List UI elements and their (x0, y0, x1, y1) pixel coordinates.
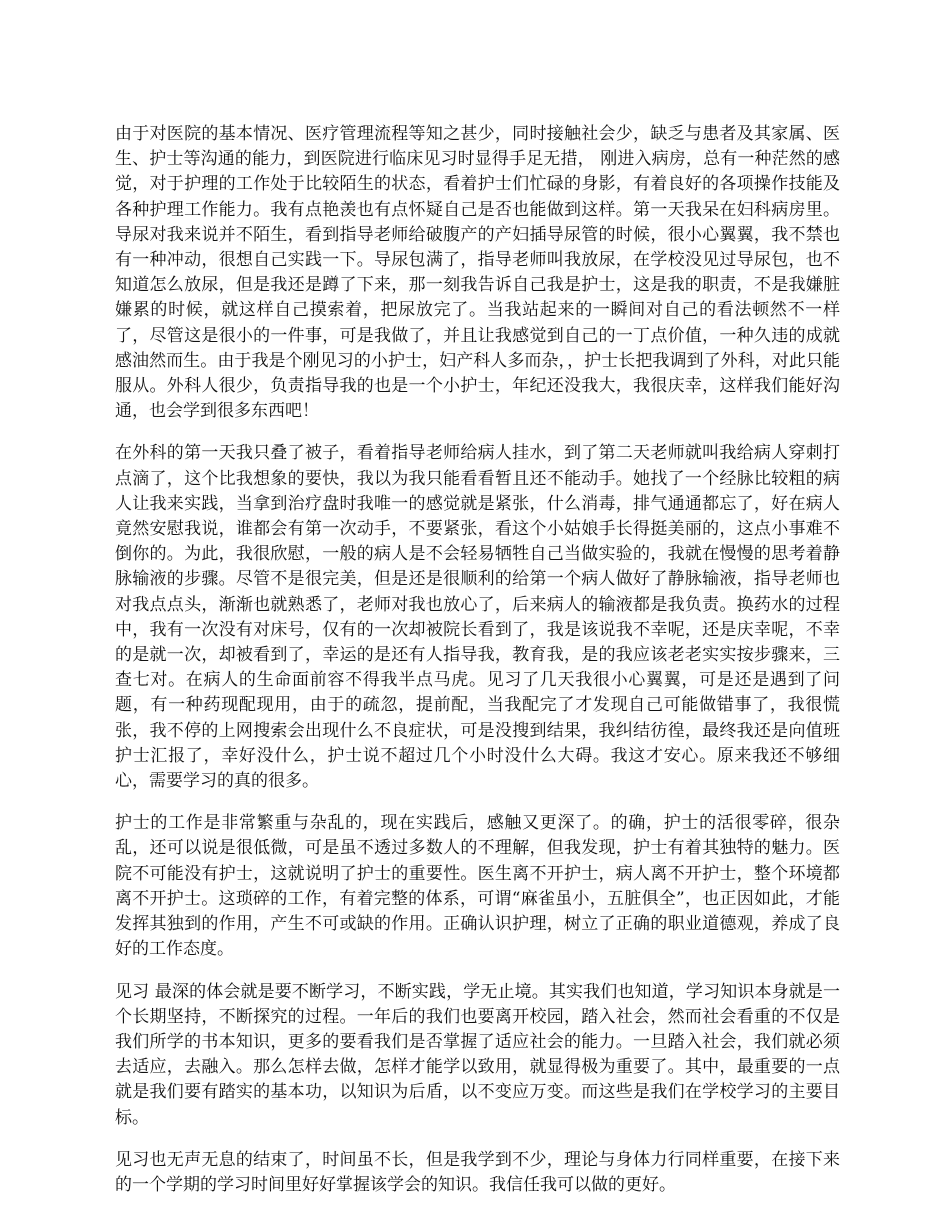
paragraph-3: 护士的工作是非常繁重与杂乱的，现在实践后，感触又更深了。的确，护士的活很零碎，很杂乱，还可以说是很低微，可是虽不透过多数人的不理解，但我发现，护士有着其独特的魅力。医院不可能没有护士，这就说明了护士的重要性。医生离不开护士，病人离不开护士，整个环境都离不开护士。这琐碎的工作，有着完整的体系，可谓“麻雀虽小，五脏俱全”，也正因如此，才能发挥其独到的作用，产生不可或缺的作用。正确认识护理，树立了正确的职业道德观，养成了良好的工作态度。 (115, 813, 840, 960)
document-body (115, 122, 840, 1198)
paragraph-1: 由于对医院的基本情况、医疗管理流程等知之甚少，同时接触社会少，缺乏与患者及其家属、医生、护士等沟通的能力，到医院进行临床见习时显得手足无措， 刚进入病房，总有一种茫然的感觉，对于护理的工作处于比较陌生的状态，看着护士们忙碌的身影，有着良好的各项操作技能及各种护理工作能力。我有点艳羡也有点怀疑自己是否也能做到这样。第一天我呆在妇科病房里。导尿对我来说并不陌生，看到指导老师给破腹产的产妇插导尿管的时候，很小心翼翼，我不禁也有一种冲动，很想自己实践一下。导尿包满了，指导老师叫我放尿，在学校没见过导尿包，也不知道怎么放尿，但是我还是蹲了下来，那一刻我告诉自己我是护士，这是我的职责，不是我嫌脏嫌累的时候，就这样自己摸索着，把尿放完了。当我站起来的一瞬间对自己的看法顿然不一样了，尽管这是很小的一件事，可是我做了，并且让我感觉到自己的一丁点价值，一种久违的成就感油然而生。由于我是个刚见习的小护士，妇产科人多而杂，，护士长把我调到了外科，对此只能服从。外科人很少，负责指导我的也是一个小护士，年纪还没我大，我很庆幸，这样我们能好沟通，也会学到很多东西吧！ (115, 124, 840, 422)
paragraph-2: 在外科的第一天我只叠了被子，看着指导老师给病人挂水，到了第二天老师就叫我给病人穿刺打点滴了，这个比我想象的要快，我以为我只能看看暂且还不能动手。她找了一个经脉比较粗的病人让我来实践，当拿到治疗盘时我唯一的感觉就是紧张，什么消毒，排气通通都忘了，好在病人竟然安慰我说，谁都会有第一次动手，不要紧张，看这个小姑娘手长得挺美丽的，这点小事难不倒你的。为此，我很欣慰，一般的病人是不会轻易牺牲自己当做实验的，我就在慢慢的思考着静脉输液的步骤。尽管不是很完美，但是还是很顺利的给第一个病人做好了静脉输液，指导老师也对我点点头，渐渐也就熟悉了，老师对我也放心了，后来病人的输液都是我负责。换药水的过程中，我有一次没有对床号，仅有的一次却被院长看到了，我是该说我不幸呢，还是庆幸呢，不幸的是就一次，却被看到了，幸运的是还有人指导我，教育我，是的我应该老老实实按步骤来，三查七对。在病人的生命面前容不得我半点马虎。见习了几天我很小心翼翼，可是还是遇到了问题，有一种药现配现用，由于的疏忽，提前配，当我配完了才发现自己可能做错事了，我很慌张，我不停的上网搜索会出现什么不良症状，可是没搜到结果，我纠结彷徨，最终我还是向值班护士汇报了，幸好没什么，护士说不超过几个小时没什么大碍。我这才安心。原来我还不够细心，需要学习的真的很多。 (115, 443, 840, 792)
paragraph-4: 见习 最深的体会就是要不断学习，不断实践，学无止境。其实我们也知道，学习知识本身就是一个长期坚持，不断探究的过程。一年后的我们也要离开校园，踏入社会，然而社会看重的不仅是我们所学的书本知识，更多的要看我们是否掌握了适应社会的能力。一旦踏入社会，我们就必须去适应，去融入。那么怎样去做，怎样才能学以致用，就显得极为重要了。其中，最重要的一点就是我们要有踏实的基本功，以知识为后盾，以不变应万变。而这些是我们在学校学习的主要目标。 (115, 981, 840, 1128)
paragraph-5: 见习也无声无息的结束了，时间虽不长，但是我学到不少，理论与身体力行同样重要，在接下来的一个学期的学习时间里好好掌握该学会的知识。我信任我可以做的更好。 (115, 1149, 840, 1195)
